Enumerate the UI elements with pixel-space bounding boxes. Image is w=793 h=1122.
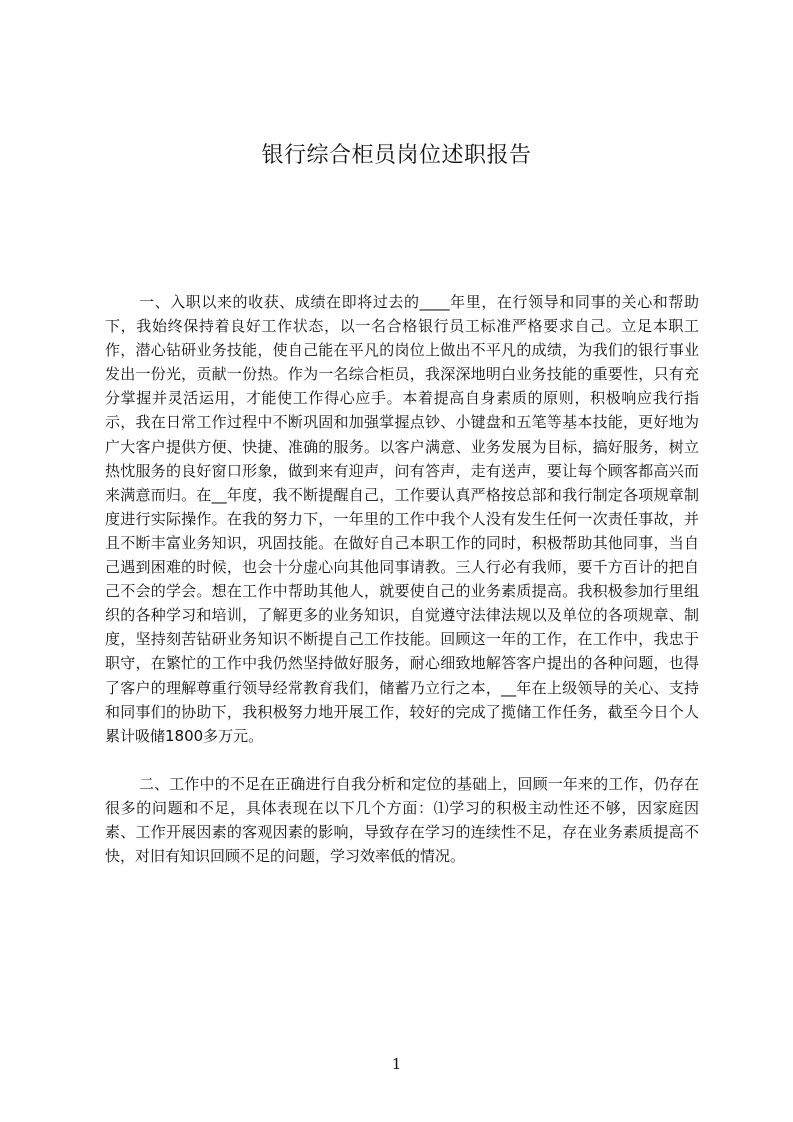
paragraph-shortcomings: 二、工作中的不足在正确进行自我分析和定位的基础上，回顾一年来的工作，仍存在很多的问题和不足，具体表现在以下几个方面：⑴学习的积极主动性还不够，因家庭因素、工作开展因素的客观因素的影响，导致存在学习的连续性不足，存在业务素质提高不快，对旧有知识回顾不足的问题，学习效率低的情况。 bbox=[105, 774, 699, 866]
page-number: 1 bbox=[391, 1055, 402, 1073]
document-body bbox=[105, 290, 699, 868]
paragraph-achievements: 一、入职以来的收获、成绩在即将过去的____年里，在行领导和同事的关心和帮助下，我始终保持着良好工作状态，以一名合格银行员工标准严格要求自己。立足本职工作，潜心钻研业务技能，使自己能在平凡的岗位上做出不平凡的成绩，为我们的银行事业发出一份光，贡献一份热。作为一名综合柜员，我深深地明白业务技能的重要性，只有充分掌握并灵活运用，才能使工作得心应手。本着提高自身素质的原则，积极响应我行指示，我在日常工作过程中不断巩固和加强掌握点钞、小键盘和五笔等基本技能，更好地为广大客户提供方便、快捷、准确的服务。以客户满意、业务发展为目标，搞好服务，树立热忱服务的良好窗口形象，做到来有迎声，问有答声，走有送声，要让每个顾客都高兴而来满意而归。在__年度，我不断提醒自己，工作要认真严格按总部和我行制定各项规章制度进行实际操作。在我的努力下，一年里的工作中我个人没有发生任何一次责任事故，并且不断丰富业务知识，巩固技能。在做好自己本职工作的同时，积极帮助其他同事，当自己遇到困难的时候，也会十分虚心向其他同事请教。三人行必有我师，要千方百计的把自己不会的学会。想在工作中帮助其他人，就要使自己的业务素质提高。我积极参加行里组织的各种学习和培训，了解更多的业务知识，自觉遵守法律法规以及单位的各项规章、制度，坚持刻苦钻研业务知识不断提自己工作技能。回顾这一年的工作，在工作中，我忠于职守，在繁忙的工作中我仍然坚持做好服务，耐心细致地解答客户提出的各种问题，也得了客户的理解尊重行领导经常教育我们，储蓄乃立行之本，__年在上级领导的关心、支持和同事们的协助下，我积极努力地开展工作，较好的完成了揽储工作任务，截至今日个人累计吸储1800多万元。 bbox=[105, 293, 699, 745]
document-title: 银行综合柜员岗位述职报告 bbox=[261, 143, 532, 168]
